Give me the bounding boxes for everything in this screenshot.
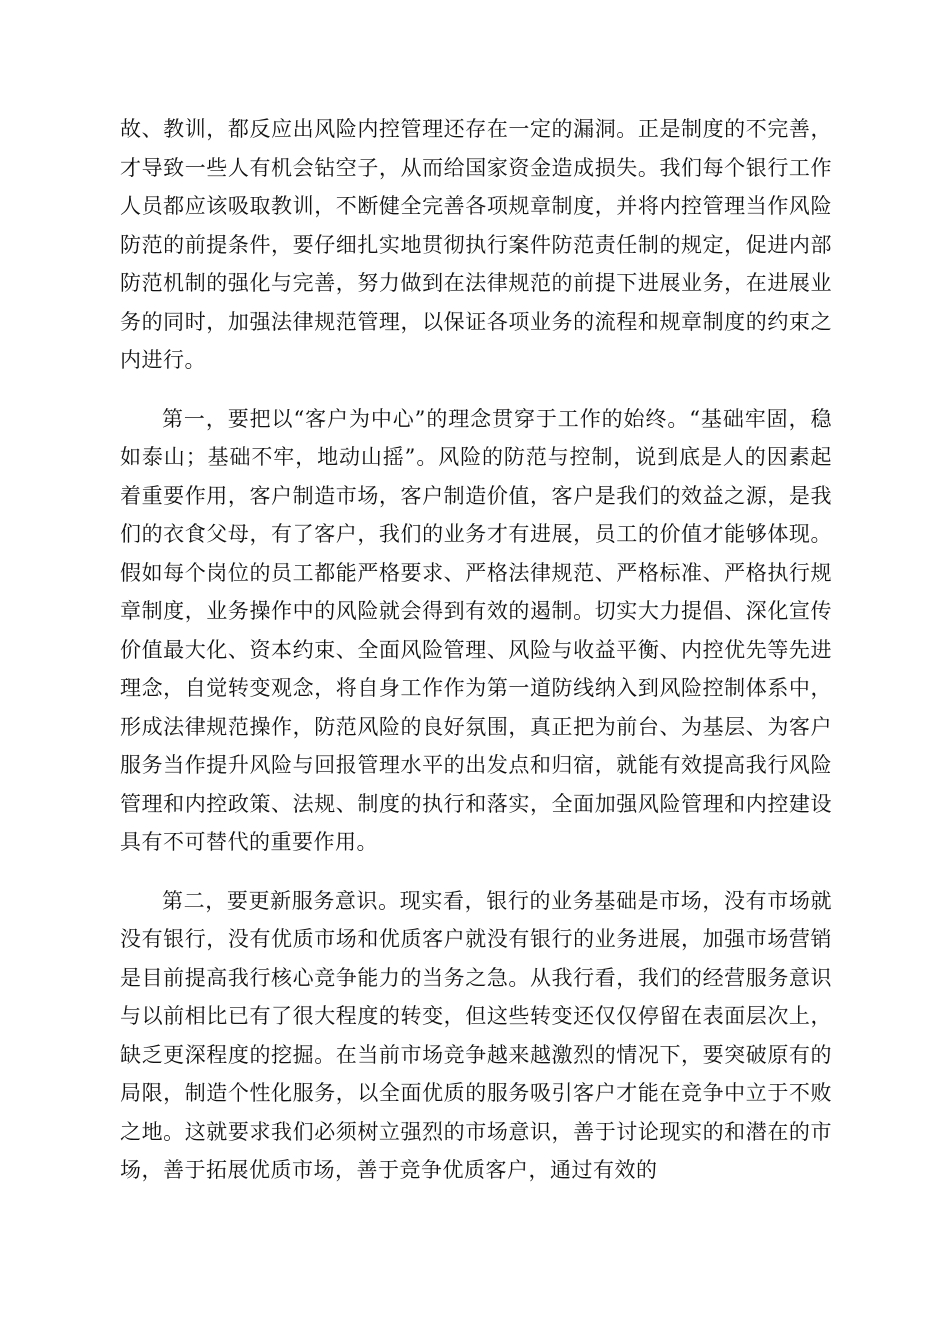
document-body	[120, 110, 832, 1210]
paragraph-2: 第一，要把以“客户为中心”的理念贯穿于工作的始终。“基础牢固，稳如泰山；基础不牢，地动山摇”。风险的防范与控制，说到底是人的因素起着重要作用，客户制造市场，客户制造价值，客户是我们的效益之源，是我们的衣食父母，有了客户，我们的业务才有进展，员工的价值才能够体现。假如每个岗位的员工都能严格要求、严格法律规范、严格标准、严格执行规章制度，业务操作中的风险就会得到有效的遏制。切实大力提倡、深化宣传价值最大化、资本约束、全面风险管理、风险与收益平衡、内控优先等先进理念，自觉转变观念，将自身工作作为第一道防线纳入到风险控制体系中，形成法律规范操作，防范风险的良好氛围，真正把为前台、为基层、为客户服务当作提升风险与回报管理水平的出发点和归宿，就能有效提高我行风险管理和内控政策、法规、制度的执行和落实，全面加强风险管理和内控建设具有不可替代的重要作用。	[120, 406, 832, 854]
paragraph-1: 故、教训，都反应出风险内控管理还存在一定的漏洞。正是制度的不完善，才导致一些人有机会钻空子，从而给国家资金造成损失。我们每个银行工作人员都应该吸取教训，不断健全完善各项规章制度，并将内控管理当作风险防范的前提条件，要仔细扎实地贯彻执行案件防范责任制的规定，促进内部防范机制的强化与完善，努力做到在法律规范的前提下进展业务，在进展业务的同时，加强法律规范管理，以保证各项业务的流程和规章制度的约束之内进行。	[120, 117, 832, 372]
paragraph-3: 第二，要更新服务意识。现实看，银行的业务基础是市场，没有市场就没有银行，没有优质市场和优质客户就没有银行的业务进展，加强市场营销是目前提高我行核心竞争能力的当务之急。从我行看，我们的经营服务意识与以前相比已有了很大程度的转变，但这些转变还仅仅停留在表面层次上，缺乏更深程度的挖掘。在当前市场竞争越来越激烈的情况下，要突破原有的局限，制造个性化服务，以全面优质的服务吸引客户才能在竞争中立于不败之地。这就要求我们必须树立强烈的市场意识，善于讨论现实的和潜在的市场，善于拓展优质市场，善于竞争优质客户，通过有效的	[120, 888, 832, 1182]
